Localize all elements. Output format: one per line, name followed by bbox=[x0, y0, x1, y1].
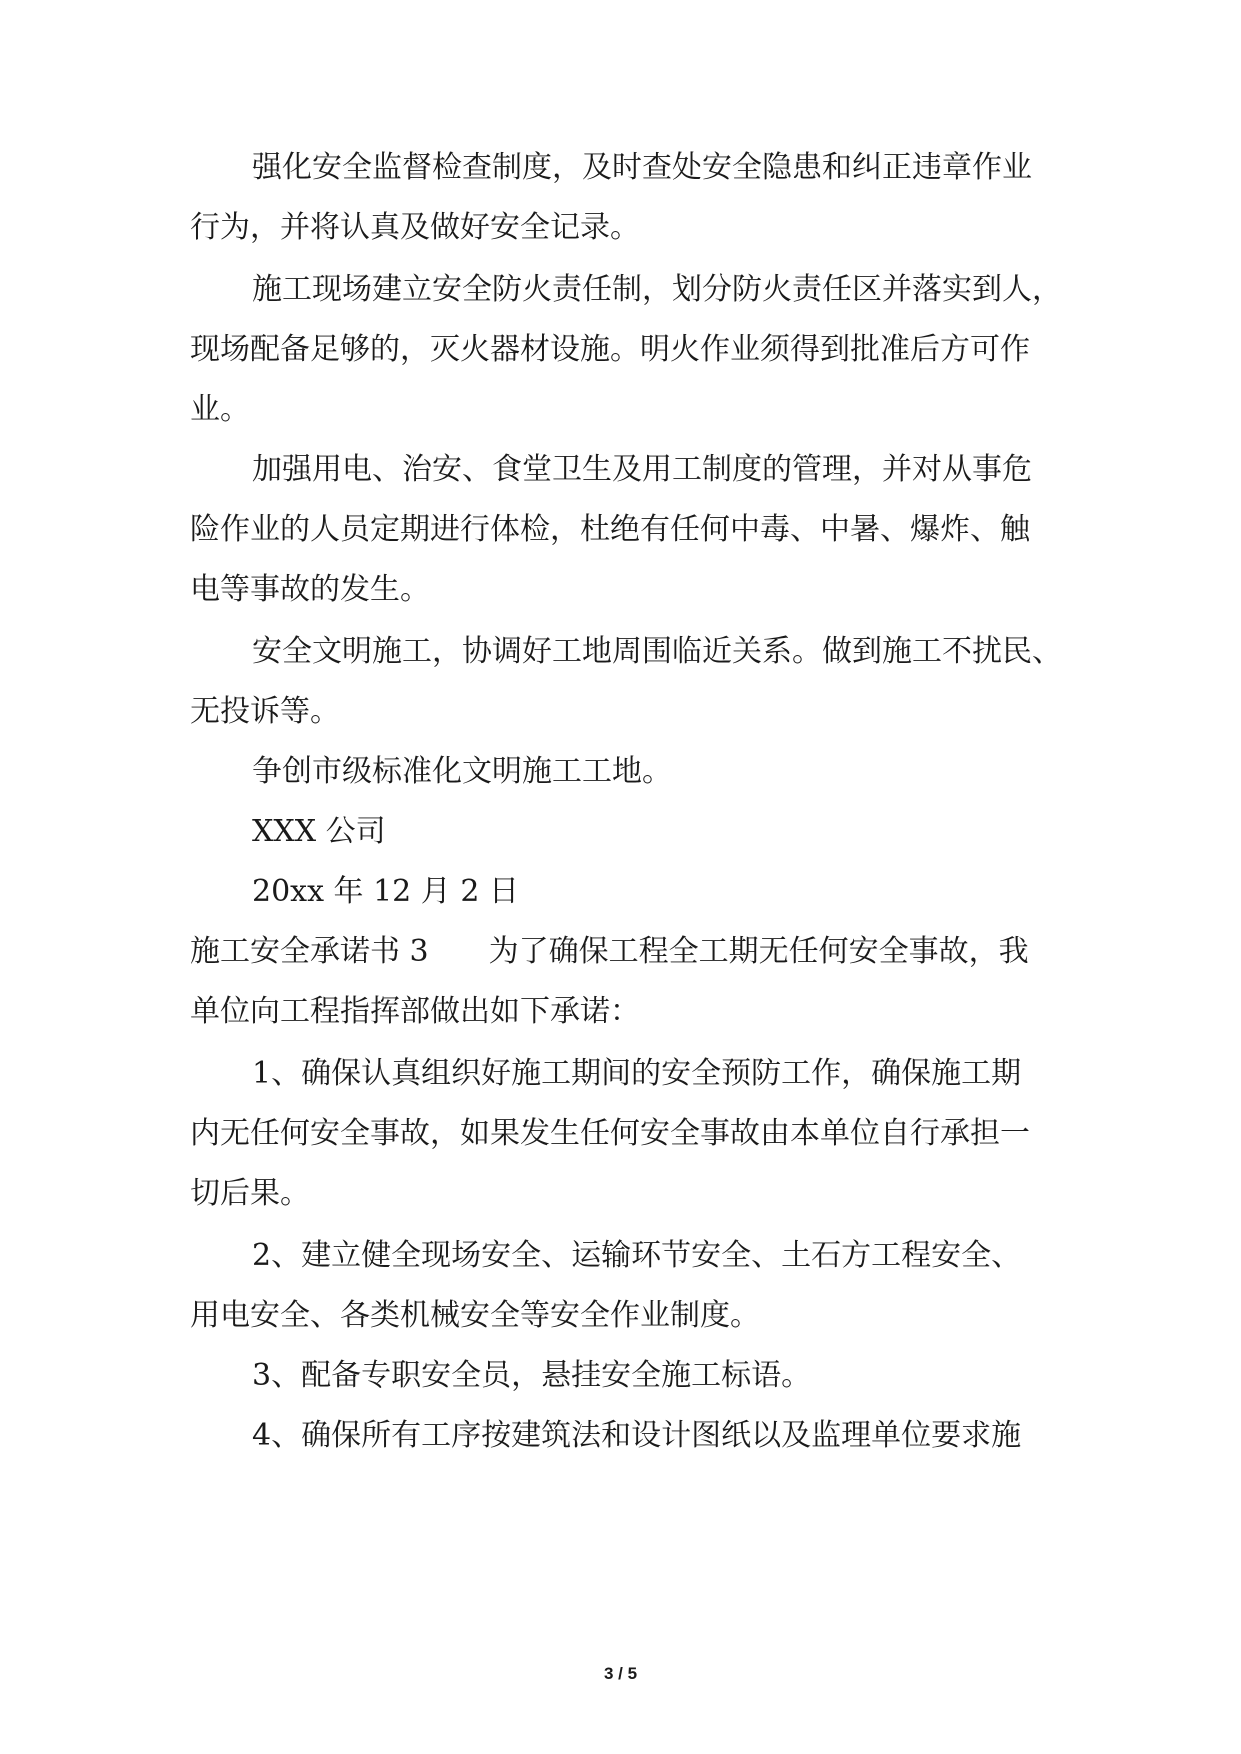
paragraph-line: 行为，并将认真及做好安全记录。 bbox=[190, 210, 640, 245]
paragraph-line: 业。 bbox=[190, 392, 250, 427]
section-title: 施工安全承诺书 3 bbox=[190, 934, 429, 969]
paragraph-line: 切后果。 bbox=[190, 1176, 310, 1211]
paragraph-line: 安全文明施工，协调好工地周围临近关系。做到施工不扰民、 bbox=[252, 634, 1062, 669]
date-line: 20xx 年 12 月 2 日 bbox=[252, 874, 519, 909]
paragraph-line: 单位向工程指挥部做出如下承诺： bbox=[190, 994, 640, 1029]
paragraph-line: 2、建立健全现场安全、运输环节安全、土石方工程安全、 bbox=[252, 1238, 1022, 1273]
paragraph-line: 无投诉等。 bbox=[190, 694, 340, 729]
paragraph-line: 强化安全监督检查制度，及时查处安全隐患和纠正违章作业 bbox=[252, 150, 1032, 185]
paragraph-line: 内无任何安全事故，如果发生任何安全事故由本单位自行承担一 bbox=[190, 1116, 1030, 1151]
paragraph-line: 4、确保所有工序按建筑法和设计图纸以及监理单位要求施 bbox=[252, 1418, 1022, 1453]
paragraph-line: 用电安全、各类机械安全等安全作业制度。 bbox=[190, 1298, 760, 1333]
paragraph-line: 电等事故的发生。 bbox=[190, 572, 430, 607]
paragraph-line: 施工现场建立安全防火责任制，划分防火责任区并落实到人， bbox=[252, 272, 1062, 307]
section-heading-line bbox=[190, 932, 1029, 972]
paragraph-line: 为了确保工程全工期无任何安全事故，我 bbox=[488, 934, 1029, 969]
page-number: 3 / 5 bbox=[603, 1664, 638, 1683]
paragraph-line: 险作业的人员定期进行体检，杜绝有任何中毒、中暑、爆炸、触 bbox=[190, 512, 1030, 547]
paragraph-line: 争创市级标准化文明施工工地。 bbox=[252, 754, 672, 789]
paragraph-line: 3、配备专职安全员，悬挂安全施工标语。 bbox=[252, 1358, 812, 1393]
paragraph-line: 现场配备足够的，灭火器材设施。明火作业须得到批准后方可作 bbox=[190, 332, 1030, 367]
company-name: XXX 公司 bbox=[252, 814, 386, 849]
paragraph-line: 加强用电、治安、食堂卫生及用工制度的管理，并对从事危 bbox=[252, 452, 1032, 487]
paragraph-line: 1、确保认真组织好施工期间的安全预防工作，确保施工期 bbox=[252, 1056, 1022, 1091]
